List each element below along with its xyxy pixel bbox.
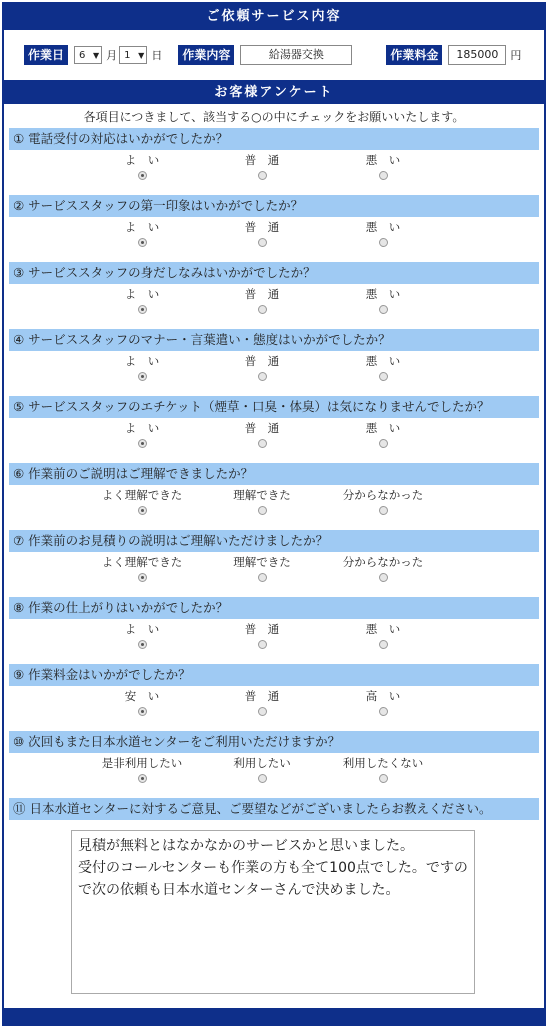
answer-option <box>72 287 212 314</box>
work-fee-field[interactable]: 185000 <box>448 45 506 65</box>
radio-button[interactable] <box>258 573 267 582</box>
option-label: 利用したい <box>233 756 291 770</box>
question-block <box>9 329 539 396</box>
option-label: 普 通 <box>244 421 280 435</box>
work-content-field[interactable]: 給湯器交換 <box>240 45 352 65</box>
comment-question <box>9 798 539 820</box>
question-block <box>9 262 539 329</box>
question-text: ⑧ 作業の仕上がりはいかがでしたか？ <box>9 597 539 619</box>
radio-button[interactable] <box>379 171 388 180</box>
chevron-down-icon: ▼ <box>138 50 145 60</box>
radio-button[interactable] <box>379 640 388 649</box>
answer-options <box>9 351 539 396</box>
day-select[interactable] <box>119 46 147 64</box>
radio-button[interactable] <box>258 305 267 314</box>
option-label: 悪 い <box>365 153 401 167</box>
option-label: よ い <box>124 153 160 167</box>
option-label: よ い <box>124 354 160 368</box>
answer-options <box>9 217 539 262</box>
question-block <box>9 463 539 530</box>
radio-button[interactable] <box>379 506 388 515</box>
answer-option <box>313 153 453 180</box>
option-label: 悪 い <box>365 220 401 234</box>
comment-textarea[interactable]: 見積が無料とはなかなかのサービスかと思いました。 受付のコールセンターも作業の方も全て100点でした。ですので次の依頼も日本水道センターさんで決めました。 <box>71 830 475 994</box>
option-label: 悪 い <box>365 622 401 636</box>
answer-option <box>313 488 453 515</box>
service-header: ご依頼サービス内容 <box>4 4 544 30</box>
answer-option <box>72 153 212 180</box>
answer-option <box>192 555 332 582</box>
footer-bar <box>4 1008 544 1024</box>
radio-button[interactable] <box>379 305 388 314</box>
answer-option <box>72 555 212 582</box>
answer-option <box>72 354 212 381</box>
radio-button[interactable] <box>138 573 147 582</box>
radio-button[interactable] <box>379 573 388 582</box>
work-content-label: 作業内容 <box>178 45 234 65</box>
month-select[interactable] <box>74 46 102 64</box>
answer-options <box>9 686 539 731</box>
month-unit: 月 <box>106 49 118 62</box>
question-block <box>9 530 539 597</box>
radio-button[interactable] <box>138 372 147 381</box>
answer-option <box>72 689 212 716</box>
radio-button[interactable] <box>258 439 267 448</box>
answer-option <box>192 756 332 783</box>
chevron-down-icon: ▼ <box>93 50 100 60</box>
survey-intro: 各項目につきまして、該当する○の中にチェックをお願いいたします。 <box>83 110 465 124</box>
question-text: ④ サービススタッフのマナー・言葉遣い・態度はいかがでしたか？ <box>9 329 539 351</box>
answer-options <box>9 150 539 195</box>
question-block <box>9 128 539 195</box>
option-label: 悪 い <box>365 354 401 368</box>
option-label: 分からなかった <box>342 488 424 502</box>
question-text: ⑩ 次回もまた日本水道センターをご利用いただけますか？ <box>9 731 539 753</box>
answer-option <box>313 220 453 247</box>
answer-option <box>192 421 332 448</box>
answer-option <box>72 488 212 515</box>
answer-option <box>72 421 212 448</box>
answer-option <box>313 622 453 649</box>
radio-button[interactable] <box>379 707 388 716</box>
month-value: 6 <box>79 49 86 61</box>
answer-options <box>9 418 539 463</box>
question-text: ① 電話受付の対応はいかがでしたか？ <box>9 128 539 150</box>
radio-button[interactable] <box>379 774 388 783</box>
answer-option <box>192 287 332 314</box>
answer-option <box>313 287 453 314</box>
answer-option <box>313 555 453 582</box>
answer-options <box>9 284 539 329</box>
question-block <box>9 396 539 463</box>
question-block <box>9 597 539 664</box>
option-label: 普 通 <box>244 220 280 234</box>
option-label: 是非利用したい <box>101 756 183 770</box>
answer-option <box>313 689 453 716</box>
radio-button[interactable] <box>379 238 388 247</box>
option-label: 普 通 <box>244 354 280 368</box>
answer-option <box>313 756 453 783</box>
radio-button[interactable] <box>258 506 267 515</box>
question-text: ② サービススタッフの第一印象はいかがでしたか？ <box>9 195 539 217</box>
option-label: 理解できた <box>233 488 291 502</box>
question-block <box>9 664 539 731</box>
day-value: 1 <box>124 49 131 61</box>
radio-button[interactable] <box>258 774 267 783</box>
question-text: ⑥ 作業前のご説明はご理解できましたか？ <box>9 463 539 485</box>
option-label: よ い <box>124 287 160 301</box>
option-label: 分からなかった <box>342 555 424 569</box>
radio-button[interactable] <box>258 171 267 180</box>
answer-option <box>72 220 212 247</box>
option-label: よ い <box>124 622 160 636</box>
answer-options <box>9 485 539 530</box>
answer-option <box>192 220 332 247</box>
option-label: 悪 い <box>365 421 401 435</box>
option-label: よ い <box>124 220 160 234</box>
answer-options <box>9 619 539 664</box>
radio-button[interactable] <box>258 707 267 716</box>
radio-button[interactable] <box>258 372 267 381</box>
radio-button[interactable] <box>138 305 147 314</box>
option-label: よく理解できた <box>101 488 183 502</box>
radio-button[interactable] <box>138 640 147 649</box>
option-label: 利用したくない <box>342 756 424 770</box>
question-text: ③ サービススタッフの身だしなみはいかがでしたか？ <box>9 262 539 284</box>
service-details <box>4 30 544 82</box>
answer-option <box>192 153 332 180</box>
radio-button[interactable] <box>138 171 147 180</box>
radio-button[interactable] <box>138 439 147 448</box>
answer-option <box>192 488 332 515</box>
radio-button[interactable] <box>138 774 147 783</box>
radio-button[interactable] <box>138 506 147 515</box>
option-label: よく理解できた <box>101 555 183 569</box>
answer-option <box>72 756 212 783</box>
option-label: 普 通 <box>244 689 280 703</box>
work-fee-label: 作業料金 <box>386 45 442 65</box>
answer-option <box>192 354 332 381</box>
day-unit: 日 <box>151 49 163 62</box>
fee-unit: 円 <box>510 49 522 62</box>
question-text: ⑪ 日本水道センターに対するご意見、ご要望などがございましたらお教えください。 <box>9 798 539 820</box>
option-label: 理解できた <box>233 555 291 569</box>
answer-option <box>313 354 453 381</box>
option-label: 普 通 <box>244 153 280 167</box>
option-label: 普 通 <box>244 622 280 636</box>
answer-options <box>9 552 539 597</box>
radio-button[interactable] <box>258 238 267 247</box>
question-text: ⑤ サービススタッフのエチケット（煙草・口臭・体臭）は気になりませんでしたか？ <box>9 396 539 418</box>
radio-button[interactable] <box>138 707 147 716</box>
work-date-label: 作業日 <box>24 45 68 65</box>
option-label: 高 い <box>365 689 401 703</box>
radio-button[interactable] <box>258 640 267 649</box>
question-text: ⑨ 作業料金はいかがでしたか？ <box>9 664 539 686</box>
survey-header: お客様アンケート <box>4 82 544 104</box>
option-label: 悪 い <box>365 287 401 301</box>
question-list <box>4 128 544 798</box>
answer-option <box>72 622 212 649</box>
question-block <box>9 731 539 798</box>
radio-button[interactable] <box>138 238 147 247</box>
answer-option <box>192 622 332 649</box>
option-label: よ い <box>124 421 160 435</box>
answer-options <box>9 753 539 798</box>
answer-option <box>313 421 453 448</box>
radio-button[interactable] <box>379 372 388 381</box>
question-block <box>9 195 539 262</box>
option-label: 普 通 <box>244 287 280 301</box>
option-label: 安 い <box>124 689 160 703</box>
radio-button[interactable] <box>379 439 388 448</box>
question-text: ⑦ 作業前のお見積りの説明はご理解いただけましたか？ <box>9 530 539 552</box>
answer-option <box>192 689 332 716</box>
